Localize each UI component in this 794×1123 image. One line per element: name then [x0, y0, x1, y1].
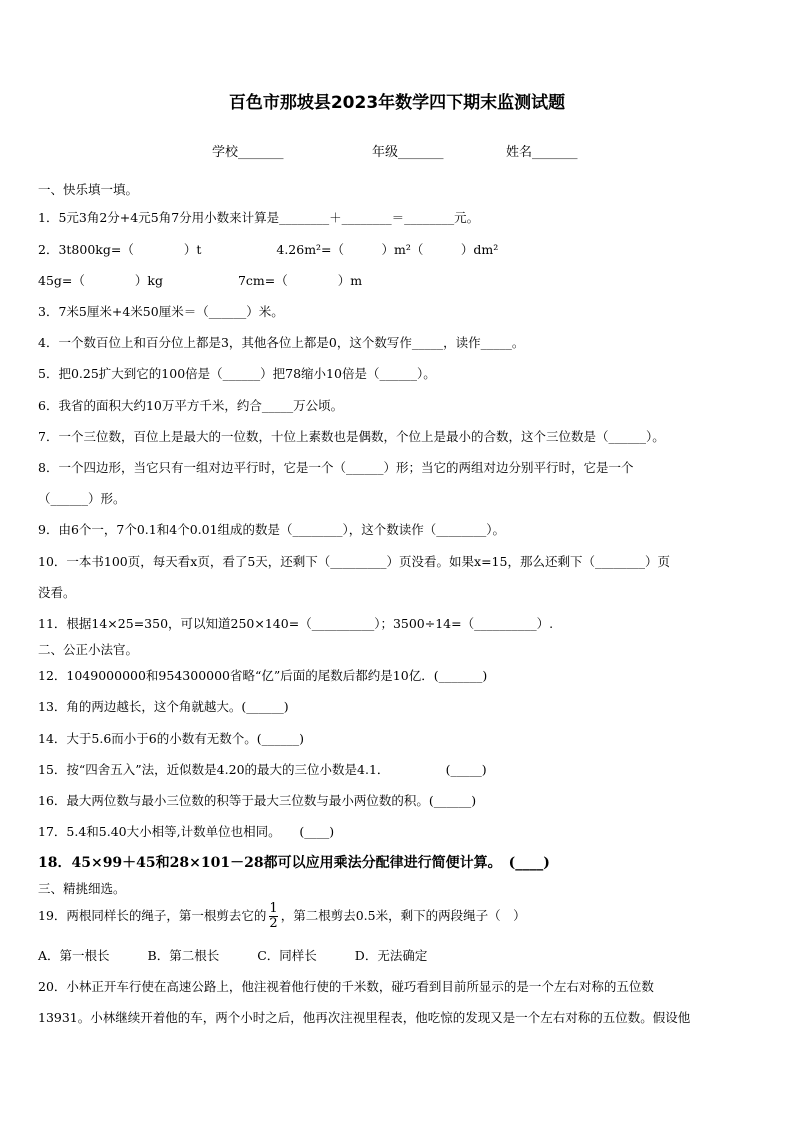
question-6: 6．我省的面积大约10万平方千米，约合_____万公顷。 — [38, 398, 344, 413]
page-title: 百色市那坡县2023年数学四下期末监测试题 — [228, 93, 566, 113]
question-20: 20．小林正开车行使在高速公路上，他注视着他行使的千米数，碰巧看到目前所显示的是一个左右对称的五位数 — [38, 979, 654, 994]
question-17: 17．5.4和5.40大小相等,计数单位也相同。 (____) — [38, 824, 335, 839]
question-19-text-cont: ，第二根剪去0.5米，剩下的两段绳子（ ） — [280, 908, 526, 923]
option-d: D．无法确定 — [354, 948, 428, 963]
question-8: 8．一个四边形，当它只有一组对边平行时，它是一个（______）形；当它的两组对边分别平行时，它是一个 — [38, 460, 634, 475]
question-19-options — [38, 946, 465, 964]
question-1: 1．5元3角2分+4元5角7分用小数来计算是________＋________＝________元。 — [38, 210, 480, 225]
question-19-text: 19．两根同样长的绳子，第一根剪去它的 — [38, 908, 267, 923]
fraction — [269, 902, 277, 931]
school-field: 学校_______ — [212, 145, 284, 160]
grade-field: 年级_______ — [372, 145, 444, 160]
question-9: 9．由6个一，7个0.1和4个0.01组成的数是（________），这个数读作（________）。 — [38, 522, 506, 537]
question-20-cont: 13931。小林继续开着他的车，两个小时之后，他再次注视里程表，他吃惊的发现又是一个左右对称的五位数。假设他 — [38, 1010, 691, 1025]
option-b: B．第二根长 — [147, 948, 220, 963]
name-field: 姓名_______ — [506, 145, 578, 160]
question-19 — [38, 902, 526, 931]
question-14: 14．大于5.6而小于6的小数有无数个。(______) — [38, 731, 304, 746]
question-4: 4．一个数百位上和百分位上都是3，其他各位上都是0，这个数写作_____，读作_____。 — [38, 335, 525, 350]
question-2-cont: 45g=（ ）kg 7cm=（ ）m — [38, 273, 363, 288]
question-10: 10．一本书100页，每天看x页，看了5天，还剩下（_________）页没看。如果x=15，那么还剩下（________）页 — [38, 554, 670, 569]
question-12: 12．1049000000和954300000省略“亿”后面的尾数后都约是10亿．(_______) — [38, 668, 488, 683]
option-c: C．同样长 — [257, 948, 317, 963]
question-5: 5．把0.25扩大到它的100倍是（______）把78缩小10倍是（______）。 — [38, 366, 436, 381]
question-15: 15．按“四舍五入”法，近似数是4.20的最大的三位小数是4.1． (_____) — [38, 762, 487, 777]
section-heading: 二、公正小法官。 — [38, 642, 139, 657]
question-2: 2．3t800kg=（ ）t 4.26m²=（ ）m²（ ）dm² — [38, 242, 499, 257]
section-heading: 三、精挑细选。 — [38, 881, 126, 896]
question-13: 13．角的两边越长，这个角就越大。(______) — [38, 699, 289, 714]
question-10-cont: 没看。 — [38, 585, 76, 600]
question-3: 3．7米5厘米+4米50厘米＝（______）米。 — [38, 304, 284, 319]
question-11: 11．根据14×25=350，可以知道250×140=（__________）；3500÷14=（__________）. — [38, 616, 554, 631]
section-heading: 一、快乐填一填。 — [38, 182, 139, 197]
question-7: 7．一个三位数，百位上是最大的一位数，十位上素数也是偶数，个位上是最小的合数，这个三位数是（______）。 — [38, 429, 665, 444]
question-8-cont: （______）形。 — [38, 491, 126, 506]
fraction-numerator: 1 — [269, 901, 278, 916]
option-a: A．第一根长 — [38, 948, 110, 963]
fraction-denominator: 2 — [269, 916, 278, 931]
question-16: 16．最大两位数与最小三位数的积等于最大三位数与最小两位数的积。(______) — [38, 793, 477, 808]
question-18: 18．45×99＋45和28×101－28都可以应用乘法分配律进行简便计算。 (____) — [38, 855, 550, 871]
